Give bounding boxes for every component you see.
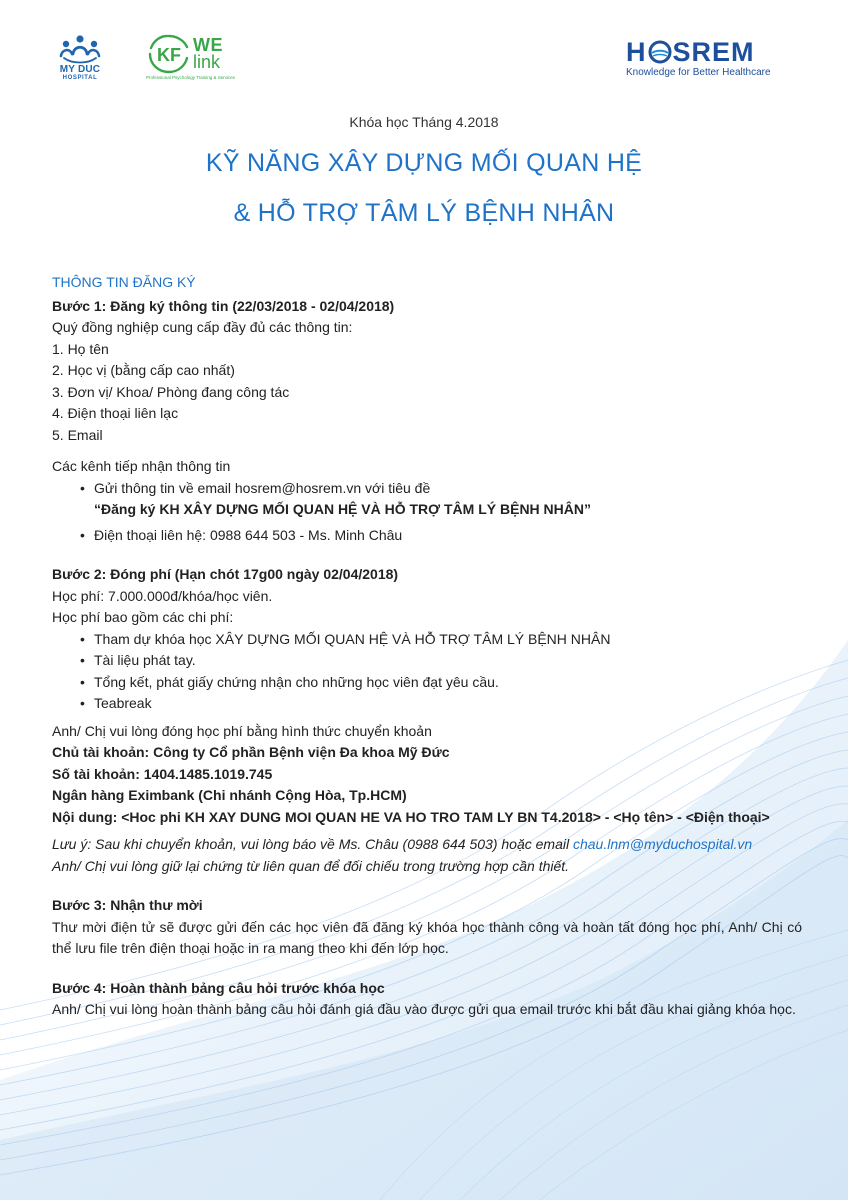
step3-text: Thư mời điện tử sẽ được gửi đến các học viên đã đăng ký khóa học thành công và hoàn tất đóng học phí, Anh/ Chị có thể lưu file trên điện thoại hoặc in ra mang theo khi đến lớp học.: [52, 918, 802, 956]
step1-item: 2. Học vị (bằng cấp cao nhất): [52, 362, 235, 378]
myduc-logo-line2: HOSPITAL: [62, 75, 98, 81]
welink-logo: [146, 34, 256, 84]
bullet-dot-icon: •: [80, 673, 85, 690]
step2-bank: Ngân hàng Eximbank (Chi nhánh Cộng Hòa, Tp.HCM): [52, 787, 407, 803]
step2-fee: Học phí: 7.000.000đ/khóa/học viên.: [52, 587, 273, 604]
step1-intro: Quý đồng nghiệp cung cấp đầy đủ các thông tin:: [52, 319, 353, 335]
channel-email-subject: “Đăng ký KH XÂY DỰNG MỐI QUAN HỆ VÀ HỖ TRỢ TÂM LÝ BỆNH NHÂN”: [94, 501, 591, 517]
step2-include-item: [52, 693, 802, 715]
welink-logo-link: link: [193, 52, 221, 72]
step2-includes-label: Học phí bao gồm các chi phí:: [52, 609, 234, 625]
bullet-dot-icon: •: [80, 630, 85, 647]
step2-account-number: Số tài khoản: 1404.1485.1019.745: [52, 765, 273, 782]
step1-item: 3. Đơn vị/ Khoa/ Phòng đang công tác: [52, 383, 290, 400]
step4-title: Bước 4: Hoàn thành bảng câu hỏi trước khóa học: [52, 979, 385, 996]
step1-channel-email: [52, 478, 802, 500]
hosrem-name-rest: SREM: [672, 37, 755, 67]
step1-channel-phone: [52, 525, 802, 547]
kf-monogram-icon: [148, 34, 190, 74]
hosrem-name-h: H: [626, 37, 647, 67]
include-item-text: Tài liệu phát tay.: [94, 652, 196, 668]
step1-item: 5. Email: [52, 426, 103, 443]
contact-email-link[interactable]: chau.lnm@myduchospital.vn: [572, 836, 753, 852]
step1-item: 4. Điện thoại liên lạc: [52, 405, 179, 421]
step4-text: Anh/ Chị vui lòng hoàn thành bảng câu hỏi đánh giá đầu vào được gửi qua email trước khi bắt đầu khai giảng khóa học.: [52, 1001, 796, 1017]
course-date: Khóa học Tháng 4.2018: [349, 114, 499, 130]
myduc-hospital-logo: [52, 34, 108, 82]
channel-phone-text: Điện thoại liên hệ: 0988 644 503 - Ms. Minh Châu: [94, 526, 403, 543]
welink-logo-we: WE: [193, 35, 223, 55]
hosrem-o-globe-icon: [648, 40, 672, 64]
bullet-dot-icon: •: [80, 479, 85, 496]
step2-include-item: [52, 629, 802, 651]
note-text: Lưu ý: Sau khi chuyển khoản, vui lòng báo về Ms. Châu (0988 644 503) hoặc email: [52, 836, 573, 852]
step2-note-line1: [52, 834, 802, 856]
include-item-text: Tham dự khóa học XÂY DỰNG MỐI QUAN HỆ VÀ HỖ TRỢ TÂM LÝ BỆNH NHÂN: [94, 630, 611, 647]
include-item-text: Tổng kết, phát giấy chứng nhận cho những học viên đạt yêu cầu.: [94, 673, 499, 690]
hosrem-logo: [626, 38, 798, 78]
course-title-line1: KỸ NĂNG XÂY DỰNG MỐI QUAN HỆ: [205, 149, 643, 177]
registration-content: [52, 272, 802, 1021]
step1-item: 1. Họ tên: [52, 340, 109, 357]
bullet-dot-icon: •: [80, 652, 85, 668]
bullet-dot-icon: •: [80, 695, 85, 711]
hosrem-logo-name: [626, 38, 798, 66]
registration-heading: THÔNG TIN ĐĂNG KÝ: [52, 274, 196, 290]
course-title-line2: & HỖ TRỢ TÂM LÝ BỆNH NHÂN: [233, 199, 615, 227]
welink-logo-tagline: Professional Psychology Training & Services: [146, 75, 236, 80]
kf-monogram-text: KF: [157, 45, 181, 65]
hosrem-logo-tagline: Knowledge for Better Healthcare: [626, 67, 771, 78]
step2-transfer-content: Nội dung: <Hoc phi KH XAY DUNG MOI QUAN HE VA HO TRO TAM LY BN T4.2018> - <Họ tên> - <Điện thoại>: [52, 808, 770, 825]
step3-title: Bước 3: Nhận thư mời: [52, 897, 203, 913]
channel-email-text: Gửi thông tin về email hosrem@hosrem.vn với tiêu đề: [94, 479, 431, 496]
myduc-logo-line1: MY DUC: [59, 64, 101, 75]
step2-include-item: [52, 672, 802, 694]
step1-channels-label: Các kênh tiếp nhận thông tin: [52, 458, 231, 474]
bullet-dot-icon: •: [80, 526, 85, 543]
include-item-text: Teabreak: [94, 695, 152, 711]
step2-include-item: [52, 650, 802, 672]
step2-transfer-note: Anh/ Chị vui lòng đóng học phí bằng hình thức chuyển khoản: [52, 722, 432, 739]
step1-title: Bước 1: Đăng ký thông tin (22/03/2018 - 02/04/2018): [52, 297, 395, 314]
step2-title: Bước 2: Đóng phí (Hạn chót 17g00 ngày 02/04/2018): [52, 566, 399, 582]
step2-note-line2: Anh/ Chị vui lòng giữ lại chứng từ liên quan để đối chiếu trong trường hợp cần thiết.: [52, 857, 570, 874]
people-circle-logo-icon: [58, 34, 102, 64]
step2-account-holder: Chủ tài khoản: Công ty Cổ phần Bệnh viện Đa khoa Mỹ Đức: [52, 744, 450, 760]
